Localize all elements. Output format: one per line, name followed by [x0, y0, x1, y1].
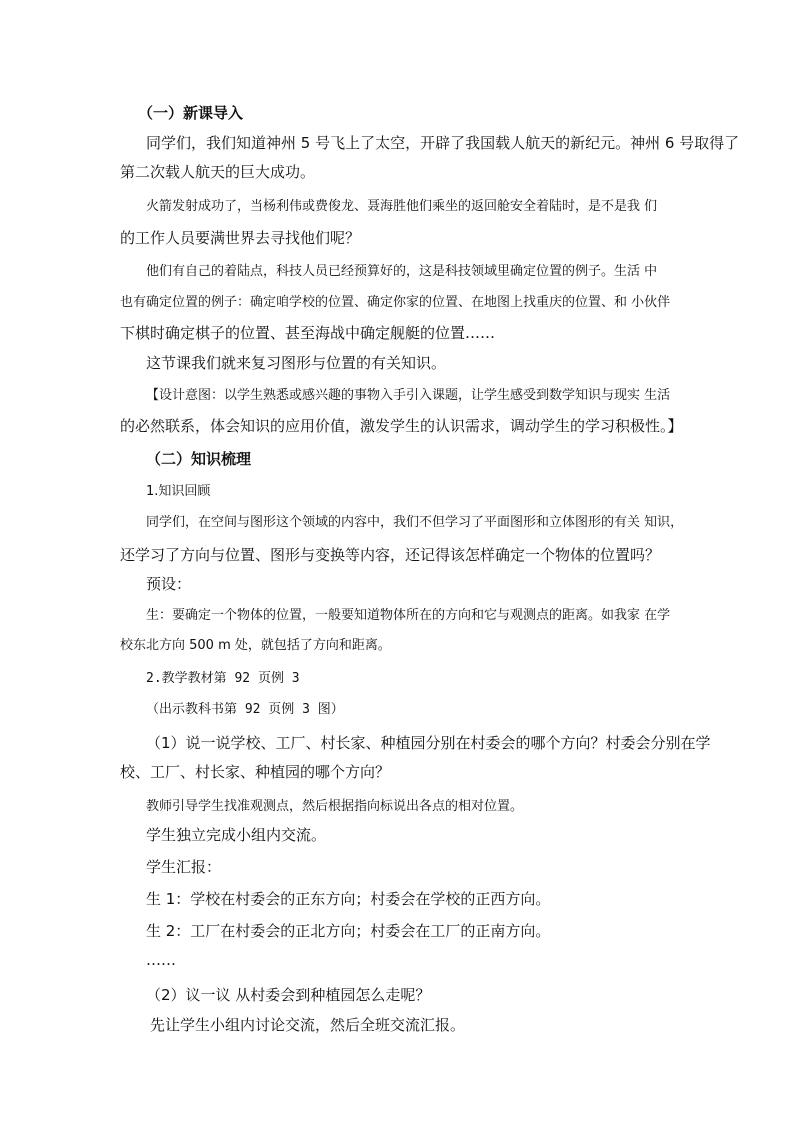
paragraph-line: （出示教科书第 92 页例 3 图）	[146, 702, 344, 717]
paragraph-line: 同学们，我们知道神州 5 号飞上了太空，开辟了我国载人航天的新纪元。神州 6 号取得了	[146, 134, 740, 152]
paragraph-line: 还学习了方向与位置、图形与变换等内容，还记得该怎样确定一个物体的位置吗？	[120, 546, 661, 564]
paragraph-line: 第二次载人航天的巨大成功。	[120, 163, 316, 181]
paragraph-line: （2）议一议 从村委会到种植园怎么走呢？	[146, 986, 431, 1004]
paragraph-line: 火箭发射成功了，当杨利伟或费俊龙、聂海胜他们乘坐的返回舱安全着陆时，是不是我 们	[146, 199, 658, 214]
paragraph-line: 学生汇报：	[146, 858, 222, 876]
design-intent-line: 的必然联系，体会知识的应用价值，激发学生的认识需求，调动学生的学习积极性。】	[120, 417, 683, 435]
subheading: 2.教学教材第 92 页例 3	[146, 671, 300, 686]
paragraph-line: 校东北方向 500 m 处，就包括了方向和距离。	[120, 638, 391, 653]
paragraph-line: 下棋时确定棋子的位置、甚至海战中确定舰艇的位置……	[120, 324, 496, 342]
paragraph-line: 学生独立完成小组内交流。	[146, 826, 327, 844]
paragraph-line: 先让学生小组内讨论交流，然后全班交流汇报。	[150, 1016, 466, 1034]
paragraph-line: 预设：	[146, 575, 192, 593]
paragraph-line: 也有确定位置的例子：确定咱学校的位置、确定你家的位置、在地图上找重庆的位置、和 小伙伴	[120, 295, 671, 310]
paragraph-line: 这节课我们就来复习图形与位置的有关知识。	[146, 354, 447, 372]
section-heading-new-lesson: （一）新课导入	[138, 104, 244, 122]
section-heading-knowledge-review: （二）知识梳理	[146, 450, 252, 468]
paragraph-line: 的工作人员要满世界去寻找他们呢？	[120, 229, 361, 247]
subheading: 1.知识回顾	[146, 484, 211, 499]
paragraph-line: 同学们，在空间与图形这个领域的内容中，我们不但学习了平面图形和立体图形的有关 知识，	[146, 515, 684, 530]
paragraph-line: （1）说一说学校、工厂、村长家、种植园分别在村委会的哪个方向？村委会分别在学	[146, 734, 711, 752]
paragraph-line: 他们有自己的着陆点，科技人员已经预算好的，这是科技领域里确定位置的例子。生活 中	[146, 264, 658, 279]
paragraph-line: 校、工厂、村长家、种植园的哪个方向？	[120, 763, 391, 781]
paragraph-line: 生：要确定一个物体的位置，一般要知道物体所在的方向和它与观测点的距离。如我家 在学	[146, 608, 671, 623]
ellipsis-line: ……	[146, 951, 176, 969]
paragraph-line: 生 1：学校在村委会的正东方向；村委会在学校的正西方向。	[146, 890, 551, 908]
paragraph-line: 生 2：工厂在村委会的正北方向；村委会在工厂的正南方向。	[146, 922, 551, 940]
design-intent-line: 【设计意图：以学生熟悉或感兴趣的事物入手引入课题，让学生感受到数学知识与现实 生活	[146, 388, 671, 403]
paragraph-line: 教师引导学生找准观测点，然后根据指向标说出各点的相对位置。	[146, 799, 524, 814]
